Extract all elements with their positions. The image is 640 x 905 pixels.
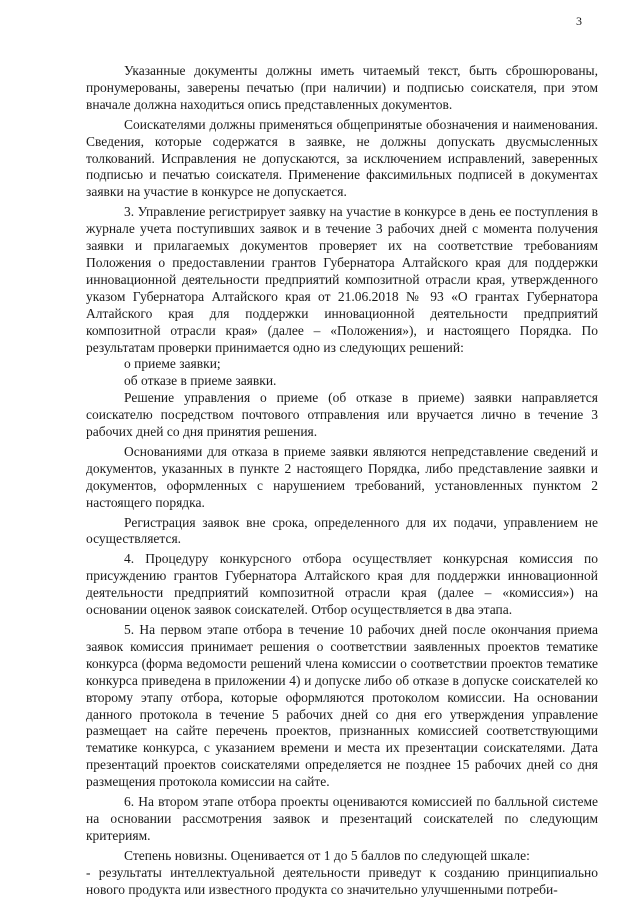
paragraph-item-3-registration: 3. Управление регистрирует заявку на участие в конкурсе в день ее поступления в журнале учета поступивших заявок и в течение 3 рабочих дней с момента получения заявки и прилагаемых документов проверяет их на соответствие требованиям Положения о предоставлении грантов Губернатора Алтайского края для поддержки инновационной деятельности предприятий композитной отрасли края, утвержденного указом Губернатора Алтайского края от 21.06.2018 № 93 «О грантах Губернатора Алтайского края для поддержки инновационной деятельности предприятий композитной отрасли края» (далее – «Положения»), и настоящего Порядка. По результатам проверки принимается одно из следующих решений:: [86, 204, 598, 355]
paragraph-option-reject: об отказе в приеме заявки.: [124, 373, 277, 389]
paragraph-late-registration: Регистрация заявок вне срока, определенного для их подачи, управлением не осуществляется.: [86, 514, 598, 547]
paragraph-item-4-commission: 4. Процедуру конкурсного отбора осуществляет конкурсная комиссия по присуждению грантов Губернатора Алтайского края для поддержки инновационной деятельности предприятий композитной отрасли края (далее – «комиссия») на основании оценок заявок соискателей. Отбор осуществляется в два этапа.: [86, 551, 598, 618]
paragraph-novelty-scale-item: - результаты интеллектуальной деятельности приведут к созданию принципиально нового продукта или известного продукта со значительно улучшенными потреби-: [86, 864, 598, 897]
paragraph-novelty-criterion: Степень новизны. Оценивается от 1 до 5 баллов по следующей шкале:: [124, 847, 530, 863]
paragraph-item-6-second-stage: 6. На втором этапе отбора проекты оцениваются комиссией по балльной системе на основании рассмотрения заявок и презентаций соискателей по следующим критериям.: [86, 794, 598, 843]
page-number: 3: [576, 14, 582, 28]
paragraph-designations: Соискателями должны применяться общепринятые обозначения и наименования. Сведения, которые содержатся в заявке, не должны допускать двусмысленных толкований. Исправления не допускаются, за исключением исправлений, заверенных подписью и печатью соискателя. Применение факсимильных подписей в документах заявки на участие в конкурсе не допускается.: [86, 116, 598, 200]
paragraph-decision-notice: Решение управления о приеме (об отказе в приеме) заявки направляется соискателю посредством почтового отправления или вручается лично в течение 3 рабочих дней со дня принятия решения.: [86, 390, 598, 440]
paragraph-item-5-first-stage: 5. На первом этапе отбора в течение 10 рабочих дней после окончания приема заявок комиссия принимает решения о соответствии заявленных проектов тематике конкурса (форма ведомости решений члена комиссии о соответствии проектов тематике конкурса приведена в приложении 4) и допуске либо об отказе в допуске соискателей ко второму этапу отбора, которые оформляются протоколом комиссии. На основании данного протокола в течение 5 рабочих дней со дня его утверждения управление размещает на сайте перечень проектов, признанных комиссией соответствующими тематике конкурса, с указанием времени и места их презентации соискателями. Дата презентаций проектов соискателями определяется не позднее 15 рабочих дней со дня размещения протокола комиссии на сайте.: [86, 622, 598, 790]
paragraph-rejection-grounds: Основаниями для отказа в приеме заявки являются непредставление сведений и документов, указанных в пункте 2 настоящего Порядка, либо представление заявки и документов, оформленных с нарушением требований, установленных пунктом 2 настоящего порядка.: [86, 443, 598, 510]
paragraph-documents-readable: Указанные документы должны иметь читаемый текст, быть сброшюрованы, пронумерованы, заверены печатью (при наличии) и подписью соискателя, при этом вначале должна находиться опись представленных документов.: [86, 63, 598, 112]
paragraph-option-accept: о приеме заявки;: [124, 356, 221, 372]
document-body: [86, 63, 598, 899]
